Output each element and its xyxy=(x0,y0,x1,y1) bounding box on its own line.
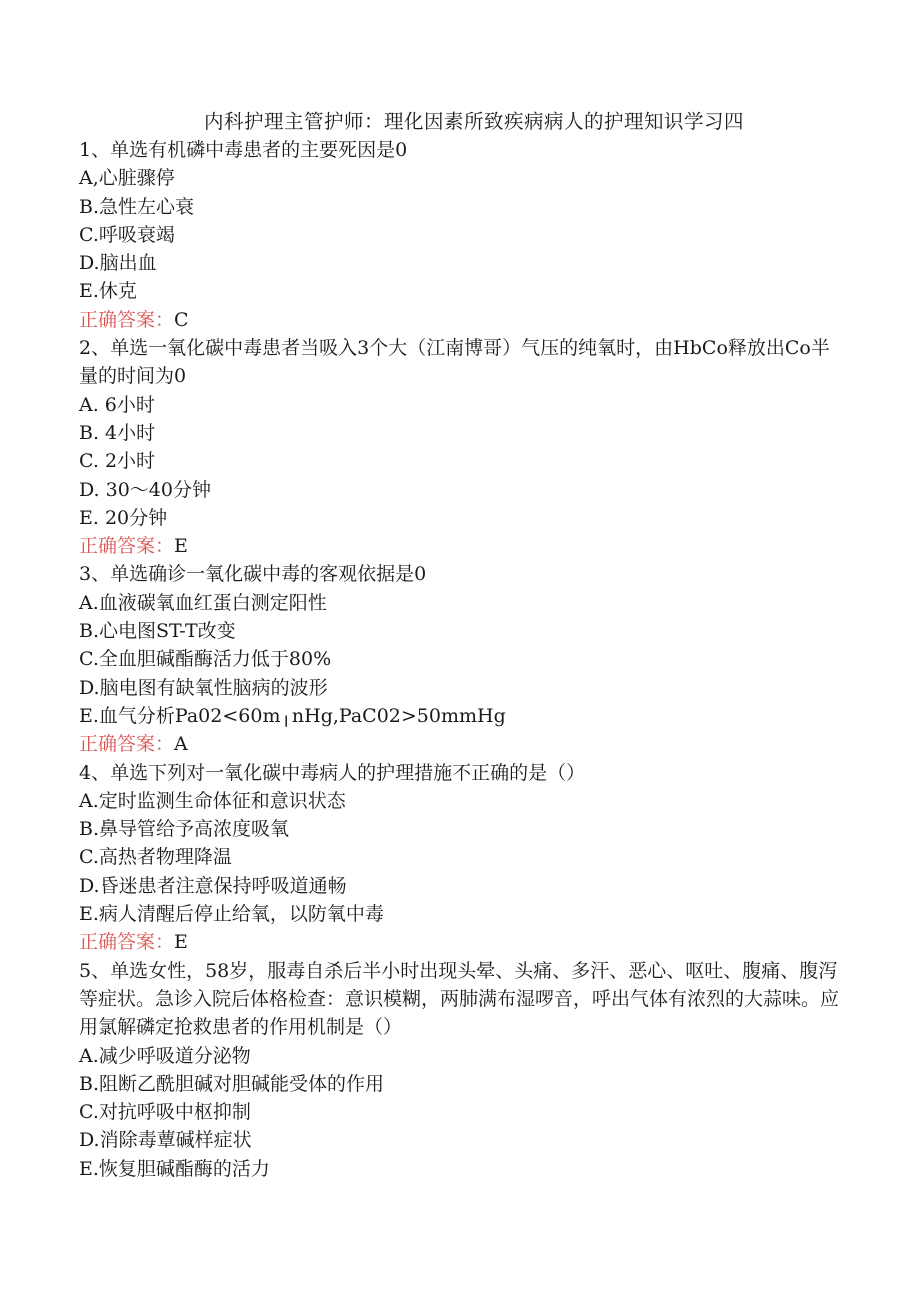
question-text: 1、单选有机磷中毒患者的主要死因是0 xyxy=(79,139,408,161)
option-d: D.消除毒蕈碱样症状 xyxy=(79,1129,252,1152)
answer-value: C xyxy=(174,308,189,331)
question-text: 4、单选下列对一氧化碳中毒病人的护理措施不正确的是（） xyxy=(79,761,586,784)
option-a: A.定时监测生命体征和意识状态 xyxy=(79,789,346,812)
answer-value: E xyxy=(174,535,188,558)
option-a: A,心脏骤停 xyxy=(79,167,175,190)
answer-line xyxy=(79,306,849,334)
option-c: C. 2小时 xyxy=(79,450,156,473)
question-4 xyxy=(79,759,849,957)
question-3 xyxy=(79,560,849,758)
option-e: E.休克 xyxy=(79,280,137,303)
option-c: C.高热者物理降温 xyxy=(79,846,232,869)
option-c: C.对抗呼吸中枢抑制 xyxy=(79,1101,251,1124)
option-d: D.脑电图有缺氧性脑病的波形 xyxy=(79,676,328,699)
answer-label: 正确答案： xyxy=(79,733,175,756)
question-2 xyxy=(79,334,849,560)
question-text: 3、单选确诊一氧化碳中毒的客观依据是0 xyxy=(79,563,427,586)
question-5 xyxy=(79,957,849,1183)
option-a: A. 6小时 xyxy=(79,393,155,416)
option-d: D.昏迷患者注意保持呼吸道通畅 xyxy=(79,874,347,897)
answer-line xyxy=(79,532,849,560)
option-e: E.恢复胆碱酯酶的活力 xyxy=(79,1157,270,1180)
option-a: A.减少呼吸道分泌物 xyxy=(79,1044,251,1067)
option-e: E.血气分析Pa02<60m╷nHg,PaC02>50mmHg xyxy=(79,704,506,727)
answer-value: E xyxy=(174,931,188,954)
option-d: D.脑出血 xyxy=(79,252,157,275)
option-c: C.全血胆碱酯酶活力低于80% xyxy=(79,648,332,671)
document-page xyxy=(79,108,849,1183)
question-text: 2、单选一氧化碳中毒患者当吸入3个大（江南博哥）气压的纯氧时，由HbCo释放出Co半量的时间为0 xyxy=(79,337,830,388)
answer-line xyxy=(79,928,849,956)
option-b: B.鼻导管给予高浓度吸氧 xyxy=(79,818,290,841)
option-c: C.呼吸衰竭 xyxy=(79,223,175,246)
answer-line xyxy=(79,730,849,758)
option-b: B.心电图ST-T改变 xyxy=(79,620,236,643)
answer-value: A xyxy=(174,733,188,756)
option-b: B. 4小时 xyxy=(79,421,156,444)
question-text: 5、单选女性，58岁，服毒自杀后半小时出现头晕、头痛、多汗、恶心、呕吐、腹痛、腹泻等症状。急诊入院后体格检查：意识模糊，两肺满布湿啰音，呼出气体有浓烈的大蒜味。应用氯解磷定抢救患者的作用机制是（） xyxy=(79,959,840,1039)
answer-label: 正确答案： xyxy=(79,931,175,954)
option-d: D. 30～40分钟 xyxy=(79,478,211,501)
answer-label: 正确答案： xyxy=(79,308,175,331)
option-a: A.血液碳氧血红蛋白测定阳性 xyxy=(79,591,327,614)
option-b: B.阻断乙酰胆碱对胆碱能受体的作用 xyxy=(79,1072,385,1095)
answer-label: 正确答案： xyxy=(79,535,175,558)
option-e: E. 20分钟 xyxy=(79,506,168,529)
question-1 xyxy=(79,136,849,334)
option-e: E.病人清醒后停止给氧，以防氧中毒 xyxy=(79,903,384,926)
document-title: 内科护理主管护师：理化因素所致疾病病人的护理知识学习四 xyxy=(203,110,744,133)
option-b: B.急性左心衰 xyxy=(79,195,195,218)
